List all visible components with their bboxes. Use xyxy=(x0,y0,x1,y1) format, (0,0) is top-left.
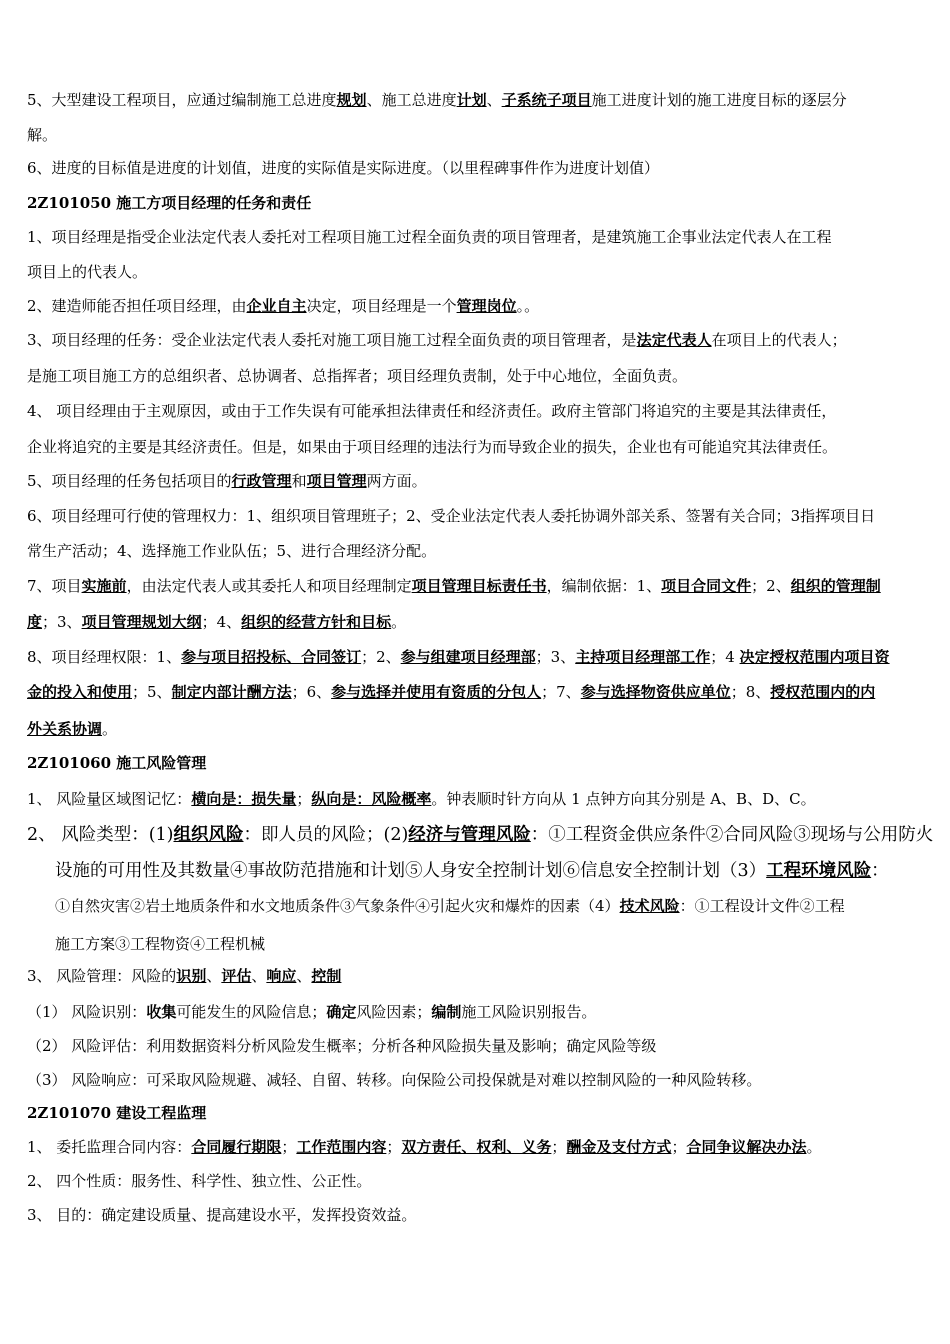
text-segment: ①自然灾害②岩土地质条件和水文地质条件③气象条件④引起火灾和爆炸的因素（4） xyxy=(55,897,620,915)
text-line xyxy=(27,1205,416,1225)
text-segment: 两方面。 xyxy=(366,472,427,490)
emphasis-text: 参与选择物资供应单位 xyxy=(580,683,731,701)
emphasis-text: 双方责任、权利、义务 xyxy=(401,1138,552,1156)
text-line xyxy=(27,330,847,350)
text-segment: 和 xyxy=(291,472,307,490)
emphasis-text: 度 xyxy=(27,613,43,631)
text-segment: 、 xyxy=(206,967,222,985)
text-segment: ：①工程设计文件②工程 xyxy=(679,897,845,915)
emphasis-text: 工作范围内容 xyxy=(296,1138,387,1156)
emphasis-text: 评估 xyxy=(221,967,252,985)
emphasis-text: 规划 xyxy=(336,91,367,109)
text-line xyxy=(55,896,845,916)
text-line xyxy=(27,966,341,986)
emphasis-text: 决定授权范围内项目资 xyxy=(739,648,890,666)
text-segment: （3） 风险响应：可采取风险规避、减轻、自留、转移。向保险公司投保就是对难以控制风险的一种风险转移。 xyxy=(27,1071,762,1089)
text-segment: 在项目上的代表人； xyxy=(711,331,847,349)
text-segment: 1、 风险量区域图记忆： xyxy=(27,790,192,808)
emphasis-text: 法定代表人 xyxy=(636,331,712,349)
text-line xyxy=(27,506,875,526)
emphasis-text: 制定内部计酬方法 xyxy=(171,683,292,701)
text-line xyxy=(27,682,875,702)
text-segment: 、 xyxy=(251,967,267,985)
emphasis-text: 管理岗位 xyxy=(456,297,517,315)
text-line xyxy=(27,1171,371,1191)
text-segment: ，由法定代表人或其委托人和项目经理制定 xyxy=(126,577,412,595)
text-segment: 3、项目经理的任务：受企业法定代表人委托对施工项目施工过程全面负责的项目管理者，是 xyxy=(27,331,637,349)
text-line xyxy=(27,262,147,282)
emphasis-text: 子系统子项目 xyxy=(501,91,592,109)
text-line xyxy=(27,401,836,421)
emphasis-text: 合同履行期限 xyxy=(191,1138,282,1156)
emphasis-text: 参与组建项目经理部 xyxy=(400,648,536,666)
text-line xyxy=(27,789,816,809)
text-segment: （2） 风险评估：利用数据资料分析风险发生概率；分析各种风险损失量及影响；确定风险等级 xyxy=(27,1037,657,1055)
emphasis-text: 行政管理 xyxy=(231,472,292,490)
text-segment: ； xyxy=(296,790,312,808)
text-segment: 1、项目经理是指受企业法定代表人委托对工程项目施工过程全面负责的项目管理者，是建筑施工企事业法定代表人在工程 xyxy=(27,228,832,246)
text-line xyxy=(27,719,117,739)
text-segment: 3、 风险管理：风险的 xyxy=(27,967,177,985)
text-segment: ；6、 xyxy=(291,683,332,701)
text-segment: 决定，项目经理是一个 xyxy=(306,297,457,315)
text-line xyxy=(27,647,890,667)
text-segment: ；2、 xyxy=(751,577,791,595)
text-segment: ：①工程资金供应条件②合同风险③现场与公用防火 xyxy=(530,825,934,845)
emphasis-text: 计划 xyxy=(456,91,487,109)
text-segment: 2、 风险类型：(1) xyxy=(27,825,174,845)
text-segment: 。 xyxy=(806,1138,822,1156)
text-line xyxy=(27,541,436,561)
text-segment: 确定 xyxy=(326,1003,357,1021)
emphasis-text: 工程环境风险 xyxy=(766,861,872,881)
text-segment: 6、进度的目标值是进度的计划值，进度的实际值是实际进度。（以里程碑事件作为进度计划值） xyxy=(27,159,660,177)
text-line xyxy=(55,934,265,954)
text-line xyxy=(55,861,889,881)
text-segment: 2、建造师能否担任项目经理，由 xyxy=(27,297,247,315)
text-segment: 风险因素； xyxy=(356,1003,432,1021)
text-segment: 施工风险识别报告。 xyxy=(461,1003,597,1021)
emphasis-text: 响应 xyxy=(266,967,297,985)
emphasis-text: 组织风险 xyxy=(173,825,244,845)
text-segment: ；4、 xyxy=(201,613,242,631)
text-segment: 2、 四个性质：服务性、科学性、独立性、公正性。 xyxy=(27,1172,372,1190)
emphasis-text: 金的投入和使用 xyxy=(27,683,133,701)
text-line xyxy=(27,193,311,213)
text-segment: ，编制依据：1、 xyxy=(546,577,662,595)
text-segment: 施工方案③工程物资④工程机械 xyxy=(55,935,266,953)
section-heading: 2Z101050 施工方项目经理的任务和责任 xyxy=(27,194,312,212)
text-segment: ；4 xyxy=(710,648,740,666)
emphasis-text: 参与选择并使用有资质的分包人 xyxy=(331,683,542,701)
text-segment: ；8、 xyxy=(730,683,771,701)
emphasis-text: 酬金及支付方式 xyxy=(566,1138,672,1156)
text-segment: ； xyxy=(386,1138,402,1156)
text-segment: 收集 xyxy=(146,1003,177,1021)
text-segment: 。钟表顺时针方向从 1 点钟方向其分别是 A、B、D、C。 xyxy=(431,790,816,808)
text-segment: ；5、 xyxy=(132,683,172,701)
text-segment: ； xyxy=(671,1138,687,1156)
emphasis-text: 纵向是：风险概率 xyxy=(311,790,432,808)
text-segment: 5、项目经理的任务包括项目的 xyxy=(27,472,232,490)
text-line xyxy=(27,612,406,632)
text-line xyxy=(27,90,847,110)
text-line xyxy=(27,296,539,316)
text-segment: ； xyxy=(551,1138,567,1156)
text-line xyxy=(27,125,57,145)
text-segment: 可能发生的风险信息； xyxy=(176,1003,327,1021)
emphasis-text: 项目管理目标责任书 xyxy=(411,577,547,595)
text-line xyxy=(27,825,933,845)
text-segment: 常生产活动；4、选择施工作业队伍；5、进行合理经济分配。 xyxy=(27,542,437,560)
text-line xyxy=(27,1137,821,1157)
text-segment: 。。 xyxy=(516,297,540,315)
text-segment: ：即人员的风险；(2) xyxy=(243,825,409,845)
emphasis-text: 识别 xyxy=(176,967,207,985)
text-line xyxy=(27,1070,761,1090)
text-segment: 7、项目 xyxy=(27,577,82,595)
text-segment: 6、项目经理可行使的管理权力：1、组织项目管理班子；2、受企业法定代表人委托协调外部关系、签署有关合同；3指挥项目日 xyxy=(27,507,876,525)
emphasis-text: 横向是：损失量 xyxy=(191,790,297,808)
emphasis-text: 项目管理规划大纲 xyxy=(81,613,202,631)
text-segment: ；3、 xyxy=(535,648,576,666)
text-segment: （1） 风险识别： xyxy=(27,1003,147,1021)
text-line xyxy=(27,753,206,773)
emphasis-text: 经济与管理风险 xyxy=(408,825,531,845)
text-segment: ； xyxy=(281,1138,297,1156)
text-segment: 编制 xyxy=(431,1003,462,1021)
emphasis-text: 项目管理 xyxy=(306,472,367,490)
text-segment: ；2、 xyxy=(361,648,401,666)
text-line xyxy=(27,158,659,178)
text-line xyxy=(27,576,881,596)
text-segment: 设施的可用性及其数量④事故防范措施和计划⑤人身安全控制计划⑥信息安全控制计划（3） xyxy=(55,861,767,881)
text-line xyxy=(27,1103,206,1123)
text-segment: ；3、 xyxy=(42,613,82,631)
text-segment: 。 xyxy=(102,720,118,738)
text-segment: 5、大型建设工程项目，应通过编制施工总进度 xyxy=(27,91,337,109)
text-line xyxy=(27,437,837,457)
text-segment: 施工进度计划的施工进度目标的逐层分 xyxy=(591,91,847,109)
emphasis-text: 企业自主 xyxy=(246,297,307,315)
text-segment: 。 xyxy=(391,613,407,631)
text-segment: 解。 xyxy=(27,126,58,144)
emphasis-text: 主持项目经理部工作 xyxy=(575,648,711,666)
text-segment: ： xyxy=(871,861,889,881)
text-line xyxy=(27,1002,596,1022)
emphasis-text: 外关系协调 xyxy=(27,720,103,738)
text-segment: 3、 目的：确定建设质量、提高建设水平，发挥投资效益。 xyxy=(27,1206,417,1224)
text-segment: 4、 项目经理由于主观原因，或由于工作失误有可能承担法律责任和经济责任。政府主管部门将追究的主要是其法律责任， xyxy=(27,402,837,420)
text-segment: 8、项目经理权限：1、 xyxy=(27,648,182,666)
text-segment: 、 xyxy=(296,967,312,985)
text-segment: 是施工项目施工方的总组织者、总协调者、总指挥者；项目经理负责制，处于中心地位，全面负责。 xyxy=(27,367,688,385)
emphasis-text: 合同争议解决办法 xyxy=(686,1138,807,1156)
text-segment: 项目上的代表人。 xyxy=(27,263,148,281)
text-line xyxy=(27,366,687,386)
emphasis-text: 实施前 xyxy=(81,577,127,595)
emphasis-text: 技术风险 xyxy=(619,897,680,915)
text-line xyxy=(27,227,832,247)
text-line xyxy=(27,471,427,491)
text-segment: 、 xyxy=(486,91,502,109)
text-segment: 、施工总进度 xyxy=(366,91,457,109)
emphasis-text: 授权范围内的内 xyxy=(770,683,876,701)
text-line xyxy=(27,1036,656,1056)
text-segment: 企业将追究的主要是其经济责任。但是，如果由于项目经理的违法行为而导致企业的损失，企业也有可能追究其法律责任。 xyxy=(27,438,838,456)
text-segment: ；7、 xyxy=(541,683,581,701)
emphasis-text: 组织的管理制 xyxy=(790,577,881,595)
section-heading: 2Z101060 施工风险管理 xyxy=(27,754,207,772)
text-segment: 1、 委托监理合同内容： xyxy=(27,1138,192,1156)
section-heading: 2Z101070 建设工程监理 xyxy=(27,1104,207,1122)
emphasis-text: 项目合同文件 xyxy=(661,577,752,595)
emphasis-text: 组织的经营方针和目标 xyxy=(241,613,392,631)
emphasis-text: 控制 xyxy=(311,967,342,985)
emphasis-text: 参与项目招投标、合同签订 xyxy=(181,648,362,666)
